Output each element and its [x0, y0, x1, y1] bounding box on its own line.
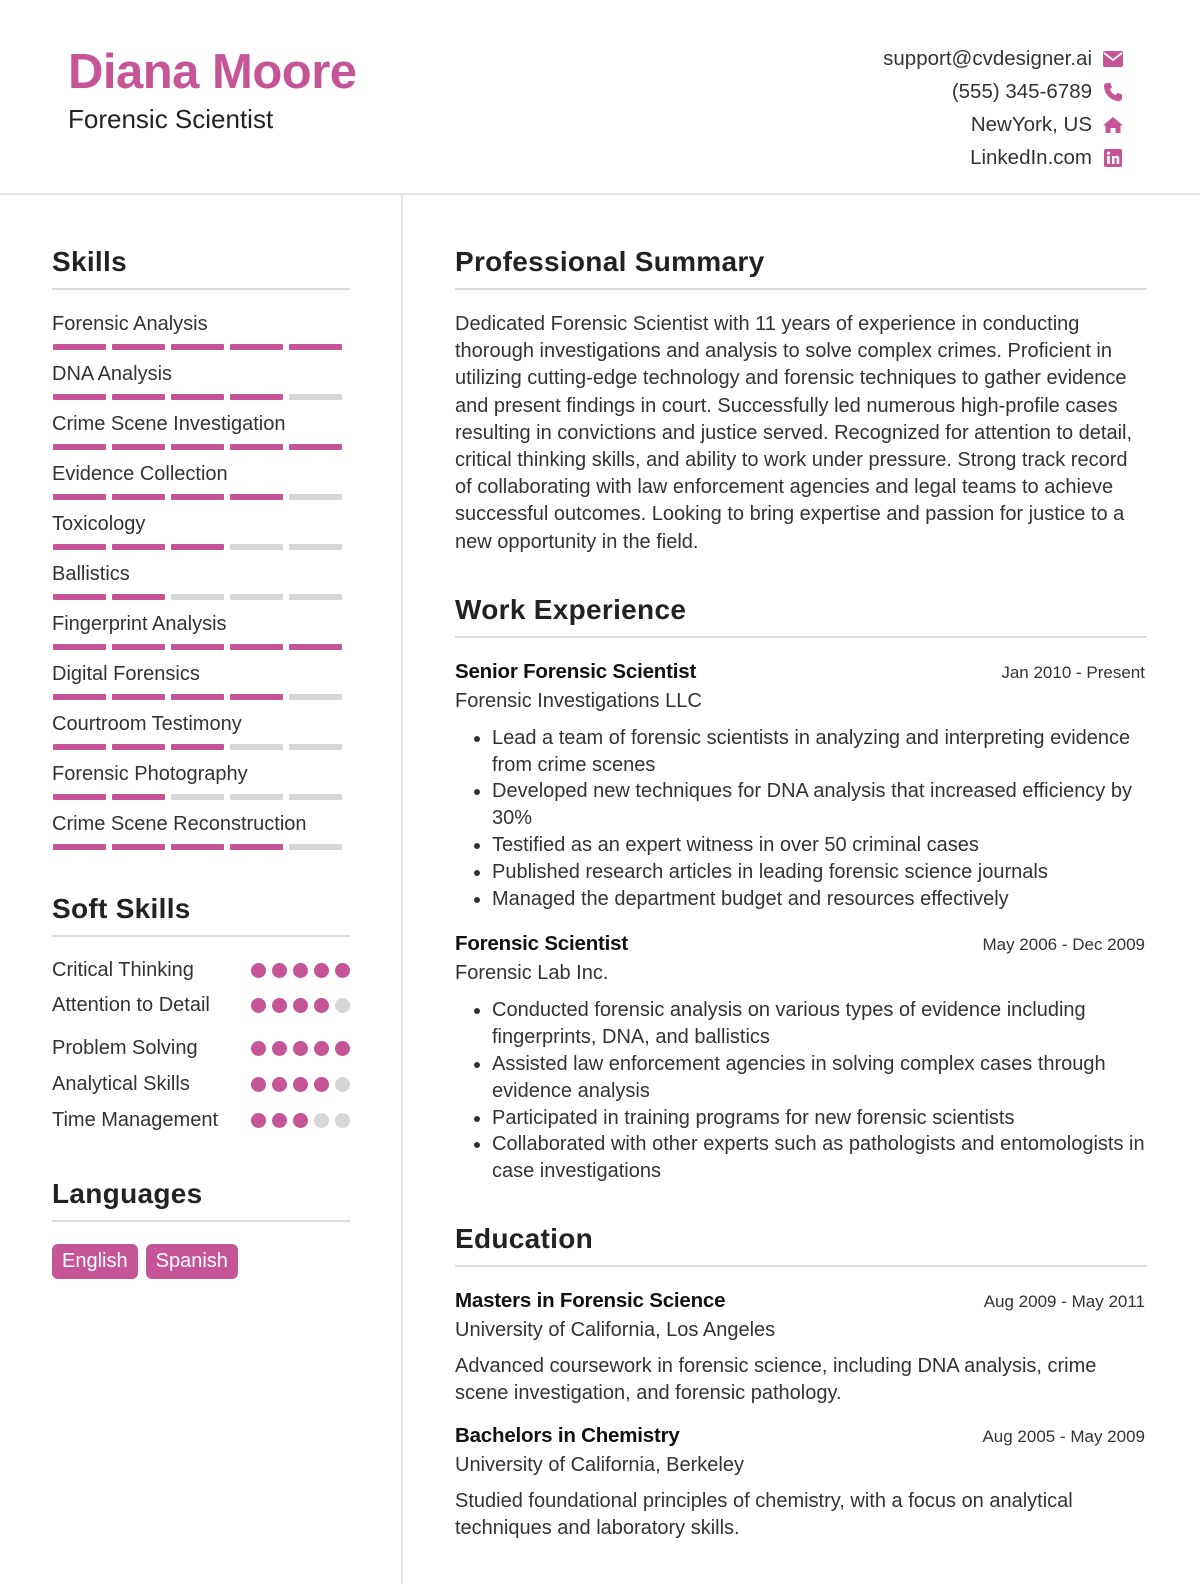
- skill-segment-empty: [289, 544, 342, 550]
- rating-dot-filled: [293, 1077, 308, 1092]
- rating-dot-filled: [335, 1041, 350, 1056]
- skill-segment-filled: [230, 394, 283, 400]
- skill-segment-filled: [171, 844, 224, 850]
- soft-skill-name: Problem Solving: [52, 1037, 198, 1059]
- skill-segment-filled: [112, 394, 165, 400]
- experience-heading: Work Experience: [455, 593, 687, 625]
- skill-name: Crime Scene Investigation: [52, 413, 286, 435]
- skill-segment-empty: [289, 694, 342, 700]
- contact-phone-text: (555) 345-6789: [951, 79, 1092, 103]
- jobs-list: [455, 660, 1147, 1185]
- column-divider: [401, 194, 403, 1584]
- summary-section: [455, 246, 1147, 556]
- experience-section: [455, 594, 1147, 1185]
- skill-segment-filled: [230, 694, 283, 700]
- skills-list: [52, 311, 350, 861]
- skill-level-bar: [53, 544, 342, 550]
- skill-name: Ballistics: [52, 563, 130, 585]
- skill-item: [52, 411, 350, 461]
- skill-segment-filled: [53, 644, 106, 650]
- soft-skills-section: [52, 893, 350, 1134]
- skill-item: [52, 761, 350, 811]
- skill-segment-filled: [171, 344, 224, 350]
- job-entry: [455, 932, 1147, 1185]
- skill-segment-filled: [53, 394, 106, 400]
- soft-skill-name: Analytical Skills: [52, 1073, 190, 1095]
- skill-segment-filled: [289, 344, 342, 350]
- skill-segment-filled: [230, 644, 283, 650]
- contact-linkedin-text: LinkedIn.com: [970, 145, 1092, 169]
- skill-item: [52, 461, 350, 511]
- education-list: [455, 1289, 1147, 1543]
- skill-level-bar: [53, 694, 342, 700]
- experience-rule: [455, 636, 1147, 638]
- skill-segment-filled: [53, 694, 106, 700]
- skill-segment-filled: [171, 394, 224, 400]
- soft-skill-rating: [251, 1107, 350, 1128]
- rating-dot-filled: [314, 963, 329, 978]
- education-dates: Aug 2009 - May 2011: [983, 1291, 1145, 1311]
- skill-item: [52, 711, 350, 761]
- contact-email-text: support@cvdesigner.ai: [883, 46, 1092, 70]
- skill-segment-filled: [230, 344, 283, 350]
- job-bullet: • Collaborated with other experts such as pathologists and entomologists in case investigations: [492, 1131, 1147, 1185]
- contact-location-text: NewYork, US: [970, 112, 1092, 136]
- skill-segment-filled: [171, 694, 224, 700]
- rating-dot-filled: [293, 963, 308, 978]
- soft-skill-rating: [251, 957, 350, 978]
- education-dates: Aug 2005 - May 2009: [982, 1426, 1145, 1446]
- rating-dot-filled: [314, 1077, 329, 1092]
- education-description: Advanced coursework in forensic science, including DNA analysis, crime scene investigation, and forensic pathology.: [455, 1354, 1097, 1405]
- skill-segment-filled: [112, 794, 165, 800]
- job-company: Forensic Investigations LLC: [455, 689, 702, 712]
- linkedin-icon: [1102, 147, 1124, 169]
- contact-list: [883, 42, 1124, 174]
- job-dates: May 2006 - Dec 2009: [982, 935, 1145, 955]
- skill-segment-filled: [112, 594, 165, 600]
- skill-segment-filled: [230, 444, 283, 450]
- rating-dot-empty: [335, 998, 350, 1013]
- skill-item: [52, 361, 350, 411]
- rating-dot-filled: [272, 1077, 287, 1092]
- rating-dot-filled: [251, 963, 266, 978]
- education-rule: [455, 1265, 1147, 1267]
- education-degree: Masters in Forensic Science: [455, 1288, 726, 1312]
- contact-linkedin[interactable]: [883, 141, 1124, 174]
- languages-heading: Languages: [52, 1178, 203, 1209]
- skill-segment-empty: [289, 744, 342, 750]
- resume-header: [0, 0, 1200, 195]
- skill-segment-filled: [53, 594, 106, 600]
- job-title: Forensic Scientist: [455, 932, 628, 956]
- skill-name: Digital Forensics: [52, 663, 200, 685]
- job-bullets: [455, 997, 1147, 1185]
- left-column: [52, 194, 350, 1279]
- home-icon: [1102, 114, 1124, 136]
- skill-segment-empty: [230, 544, 283, 550]
- soft-skill-rating: [251, 1071, 350, 1092]
- contact-location: [883, 108, 1124, 141]
- rating-dot-filled: [251, 1077, 266, 1092]
- skill-segment-empty: [171, 794, 224, 800]
- skill-segment-filled: [112, 644, 165, 650]
- education-section: [455, 1223, 1147, 1543]
- skill-segment-filled: [53, 544, 106, 550]
- job-bullet: • Lead a team of forensic scientists in analyzing and interpreting evidence from crime scenes: [492, 725, 1147, 779]
- skill-segment-empty: [289, 394, 342, 400]
- soft-skill-rating: [251, 1035, 350, 1056]
- skill-name: Toxicology: [52, 513, 146, 535]
- skill-segment-filled: [53, 494, 106, 500]
- soft-skill-name: Critical Thinking: [52, 959, 194, 981]
- education-entry: [455, 1289, 1147, 1408]
- skill-segment-filled: [53, 744, 106, 750]
- skill-level-bar: [53, 594, 342, 600]
- soft-skill-item: [52, 1107, 350, 1134]
- skill-segment-filled: [112, 444, 165, 450]
- skill-item: [52, 811, 350, 861]
- rating-dot-filled: [272, 998, 287, 1013]
- candidate-title: Forensic Scientist: [68, 104, 274, 134]
- soft-skills-list: [52, 957, 350, 1134]
- education-school: University of California, Berkeley: [455, 1453, 744, 1476]
- soft-skills-rule: [52, 935, 350, 937]
- skill-segment-filled: [112, 344, 165, 350]
- soft-skill-name: Attention to Detail: [52, 994, 210, 1016]
- skill-level-bar: [53, 744, 342, 750]
- skill-segment-empty: [289, 844, 342, 850]
- job-header: [455, 932, 1147, 956]
- education-entry: [455, 1424, 1147, 1543]
- skill-name: Courtroom Testimony: [52, 713, 242, 735]
- languages-rule: [52, 1220, 350, 1222]
- skill-segment-filled: [171, 644, 224, 650]
- skill-level-bar: [53, 844, 342, 850]
- rating-dot-filled: [251, 1041, 266, 1056]
- languages-section: [52, 1178, 350, 1279]
- job-entry: [455, 660, 1147, 913]
- summary-heading: Professional Summary: [455, 246, 765, 277]
- soft-skill-item: [52, 1071, 350, 1098]
- job-bullet: • Participated in training programs for new forensic scientists: [492, 1105, 1147, 1132]
- rating-dot-filled: [293, 998, 308, 1013]
- skill-segment-filled: [112, 744, 165, 750]
- rating-dot-filled: [314, 1041, 329, 1056]
- skill-segment-filled: [112, 544, 165, 550]
- job-bullet: • Testified as an expert witness in over 50 criminal cases: [492, 832, 1147, 859]
- skill-segment-empty: [289, 594, 342, 600]
- job-bullet: • Published research articles in leading forensic science journals: [492, 859, 1147, 886]
- skill-level-bar: [53, 644, 342, 650]
- skill-segment-filled: [112, 844, 165, 850]
- job-bullet: • Managed the department budget and resources effectively: [492, 886, 1147, 913]
- skill-level-bar: [53, 394, 342, 400]
- skill-segment-empty: [289, 794, 342, 800]
- skill-item: [52, 311, 350, 361]
- language-tag: Spanish: [146, 1244, 238, 1279]
- soft-skill-item: [52, 1035, 350, 1062]
- skill-segment-filled: [112, 494, 165, 500]
- rating-dot-empty: [335, 1113, 350, 1128]
- skill-name: Evidence Collection: [52, 463, 228, 485]
- job-bullets: [455, 725, 1147, 913]
- job-bullet: • Conducted forensic analysis on various types of evidence including fingerprints, DNA, and ballistics: [492, 997, 1147, 1051]
- skills-section: [52, 246, 350, 861]
- summary-rule: [455, 288, 1147, 290]
- rating-dot-filled: [251, 998, 266, 1013]
- language-tags: [52, 1244, 350, 1279]
- job-dates: Jan 2010 - Present: [1001, 662, 1145, 682]
- skill-name: Forensic Photography: [52, 763, 248, 785]
- job-company: Forensic Lab Inc.: [455, 962, 609, 985]
- skill-segment-empty: [289, 494, 342, 500]
- soft-skill-item: [52, 957, 350, 984]
- language-tag: English: [52, 1244, 138, 1279]
- skill-segment-filled: [53, 444, 106, 450]
- skill-segment-filled: [53, 794, 106, 800]
- rating-dot-empty: [335, 1077, 350, 1092]
- skill-name: Fingerprint Analysis: [52, 613, 227, 635]
- skill-name: Forensic Analysis: [52, 313, 208, 335]
- education-header: [455, 1424, 1147, 1448]
- skills-heading: Skills: [52, 246, 127, 277]
- candidate-name: Diana Moore: [68, 45, 357, 99]
- skill-segment-filled: [230, 844, 283, 850]
- skill-item: [52, 661, 350, 711]
- envelope-icon: [1102, 48, 1124, 70]
- skill-segment-empty: [171, 594, 224, 600]
- education-description: Studied foundational principles of chemistry, with a focus on analytical techniques and laboratory skills.: [455, 1489, 1073, 1540]
- skill-item: [52, 611, 350, 661]
- skill-segment-filled: [289, 644, 342, 650]
- rating-dot-empty: [314, 1113, 329, 1128]
- rating-dot-filled: [272, 1041, 287, 1056]
- skill-segment-filled: [171, 444, 224, 450]
- skill-segment-filled: [53, 844, 106, 850]
- rating-dot-filled: [272, 1113, 287, 1128]
- skill-level-bar: [53, 344, 342, 350]
- skill-segment-empty: [230, 594, 283, 600]
- skill-segment-filled: [171, 744, 224, 750]
- soft-skills-heading: Soft Skills: [52, 893, 191, 924]
- soft-skill-item: [52, 992, 350, 1019]
- right-column: [455, 194, 1147, 1543]
- skill-segment-filled: [230, 494, 283, 500]
- education-header: [455, 1289, 1147, 1313]
- job-bullet: • Developed new techniques for DNA analysis that increased efficiency by 30%: [492, 778, 1147, 832]
- rating-dot-filled: [314, 998, 329, 1013]
- skill-level-bar: [53, 444, 342, 450]
- job-header: [455, 660, 1147, 684]
- skill-segment-filled: [171, 544, 224, 550]
- phone-icon: [1102, 81, 1124, 103]
- soft-skill-name: Time Management: [52, 1109, 218, 1131]
- skill-segment-filled: [171, 494, 224, 500]
- summary-text: Dedicated Forensic Scientist with 11 years of experience in conducting thorough investigations and analysis to solve complex crimes. Proficient in utilizing cutting-edge technology and forensic techniques to gather evidence and present findings in court. Successfully led numerous high-profile cases resulting in convictions and justice served. Recognized for attention to detail, critical thinking skills, and ability to work under pressure. Strong track record of collaborating with law enforcement agencies and legal teams to achieve successful outcomes. Looking to bring expertise and passion for justice to a new opportunity in the field.: [455, 313, 1133, 553]
- contact-email[interactable]: [883, 42, 1124, 75]
- skill-segment-filled: [112, 694, 165, 700]
- skill-level-bar: [53, 794, 342, 800]
- education-heading: Education: [455, 1222, 594, 1254]
- skill-name: DNA Analysis: [52, 363, 173, 385]
- education-degree: Bachelors in Chemistry: [455, 1423, 680, 1447]
- rating-dot-filled: [335, 963, 350, 978]
- job-title: Senior Forensic Scientist: [455, 659, 697, 683]
- rating-dot-filled: [251, 1113, 266, 1128]
- skill-item: [52, 511, 350, 561]
- education-school: University of California, Los Angeles: [455, 1318, 776, 1341]
- skill-segment-empty: [230, 744, 283, 750]
- skill-name: Crime Scene Reconstruction: [52, 813, 307, 835]
- skills-rule: [52, 288, 350, 290]
- skill-segment-empty: [230, 794, 283, 800]
- skill-segment-filled: [53, 344, 106, 350]
- contact-phone[interactable]: [883, 75, 1124, 108]
- soft-skill-rating: [251, 992, 350, 1013]
- skill-item: [52, 561, 350, 611]
- rating-dot-filled: [293, 1041, 308, 1056]
- job-bullet: • Assisted law enforcement agencies in solving complex cases through evidence analysis: [492, 1051, 1147, 1105]
- skill-level-bar: [53, 494, 342, 500]
- rating-dot-filled: [272, 963, 287, 978]
- rating-dot-filled: [293, 1113, 308, 1128]
- skill-segment-filled: [289, 444, 342, 450]
